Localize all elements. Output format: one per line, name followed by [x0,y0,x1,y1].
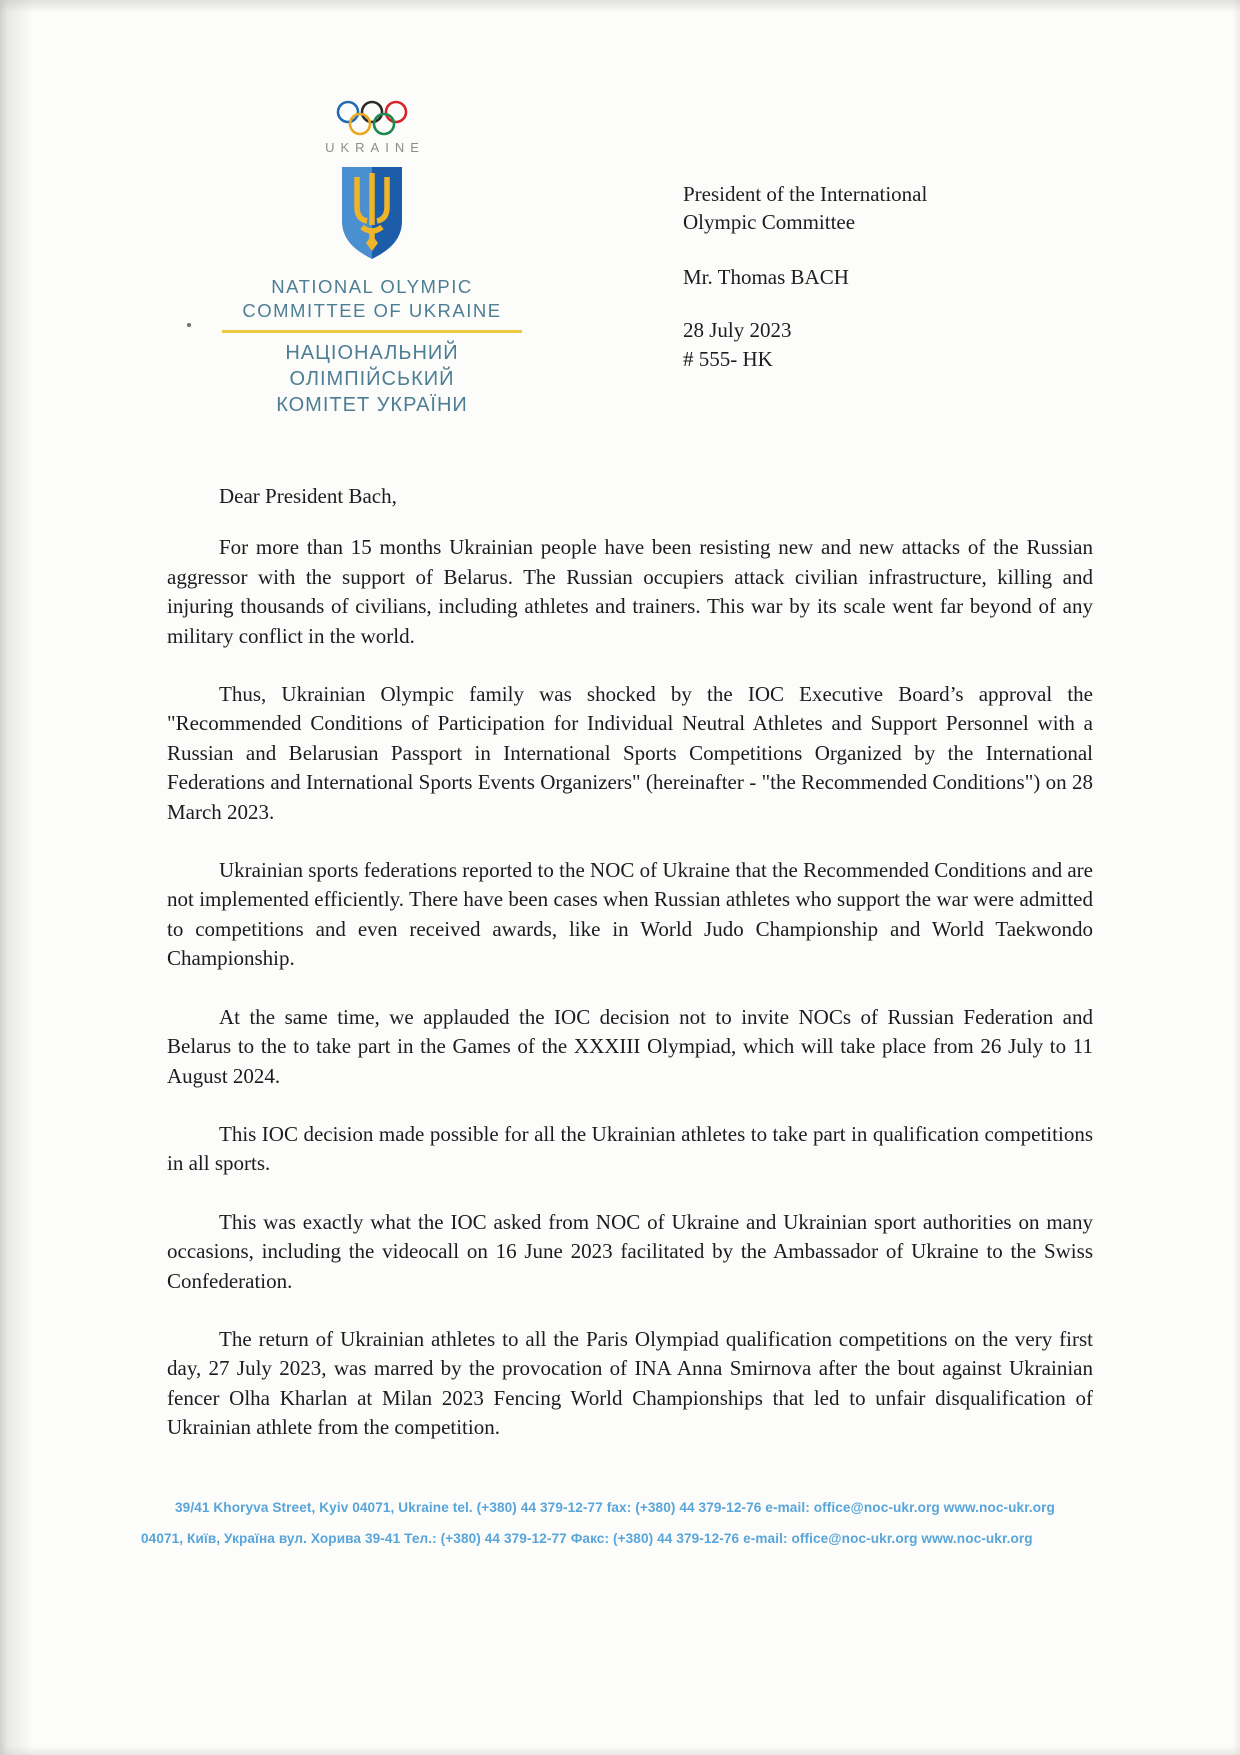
org-name-en-line1: NATIONAL OLYMPIC [271,276,473,297]
org-name-en-line2: COMMITTEE OF UKRAINE [242,300,502,321]
rings-ukraine-label: UKRAINE [325,140,425,155]
paragraph-4: At the same time, we applauded the IOC decision not to invite NOCs of Russian Federation and Belarus to the to take part in the Games of the XXXIII Olympiad, which will take place from 26 July to 11 August 2024. [167,1004,1093,1088]
gold-divider-line [222,330,522,333]
paragraph-5: This IOC decision made possible for all the Ukrainian athletes to take part in qualification competitions in all sports. [167,1121,1093,1176]
ukraine-trident-shield-icon [340,165,404,261]
letter-reference-number: # 555- HK [683,347,773,371]
org-name-ukrainian [212,340,532,418]
footer-contact-english: 39/41 Khoryva Street, Kyiv 04071, Ukraine tel. (+380) 44 379-12-77 fax: (+380) 44 379-12-76 e-mail: office@noc-ukr.org www.noc-ukr.org [175,1500,1055,1515]
paragraph-1: For more than 15 months Ukrainian people have been resisting new and new attacks of the Russian aggressor with the support of Belarus. The Russian occupiers attack civilian infrastructure, killing and injuring thousands of civilians, including athletes and trainers. This war by its scale went far beyond of any military conflict in the world. [167,535,1093,648]
recipient-block [683,180,927,373]
letterhead-footer [141,1492,1141,1554]
scan-edge-shadow-left [0,0,38,1755]
recipient-name: Mr. Thomas BACH [683,265,849,289]
scan-edge-shadow-top [0,0,1240,14]
recipient-title-line1: President of the International [683,182,928,206]
paragraph-2: Thus, Ukrainian Olympic family was shocked by the IOC Executive Board’s approval the "Recommended Conditions of Participation for Individual Neutral Athletes and Support Personnel with a Russian and Belarusian Passport in International Sports Competitions Organized by the International Federations and International Sports Events Organizers" (hereinafter - "the Recommended Conditions") on 28 March 2023. [167,682,1093,824]
paragraph-6: This was exactly what the IOC asked from NOC of Ukraine and Ukrainian sport authorities on many occasions, including the videocall on 16 June 2023 facilitated by the Ambassador of Ukraine to the Swiss Confederation. [167,1209,1093,1293]
scan-speck-artifact [187,323,191,327]
paragraph-3: Ukrainian sports federations reported to the NOC of Ukraine that the Recommended Conditions and are not implemented efficiently. There have been cases when Russian athletes who support the war were admitted to competitions and even received awards, like in World Judo Championship and World Taekwondo Championship. [167,858,1093,971]
paragraph-7: The return of Ukrainian athletes to all the Paris Olympiad qualification competitions on the very first day, 27 July 2023, was marred by the provocation of INA Anna Smirnova after the bout against Ukrainian fencer Olha Kharlan at Milan 2023 Fencing World Championships that led to unfair disqualification of Ukrainian athlete from the competition. [167,1326,1093,1440]
olympic-rings-icon [333,100,411,138]
salutation: Dear President Bach, [219,484,397,508]
footer-contact-ukrainian: 04071, Київ, Україна вул. Хорива 39-41 Тел.: (+380) 44 379-12-77 Факс: (+380) 44 379-12-76 e-mail: office@noc-ukr.org www.noc-ukr.org [141,1531,1033,1546]
letterhead [212,100,532,418]
letter-body [167,482,1093,1472]
org-name-uk-line2: КОМІТЕТ УКРАЇНИ [276,394,468,416]
org-name-uk-line1: НАЦІОНАЛЬНИЙ ОЛІМПІЙСЬКИЙ [285,342,459,390]
org-name-english [212,275,532,323]
scan-edge-shadow-bottom [0,1745,1240,1755]
scan-edge-shadow-right [1232,0,1240,1755]
recipient-title-line2: Olympic Committee [683,210,856,234]
letter-date: 28 July 2023 [683,318,792,342]
